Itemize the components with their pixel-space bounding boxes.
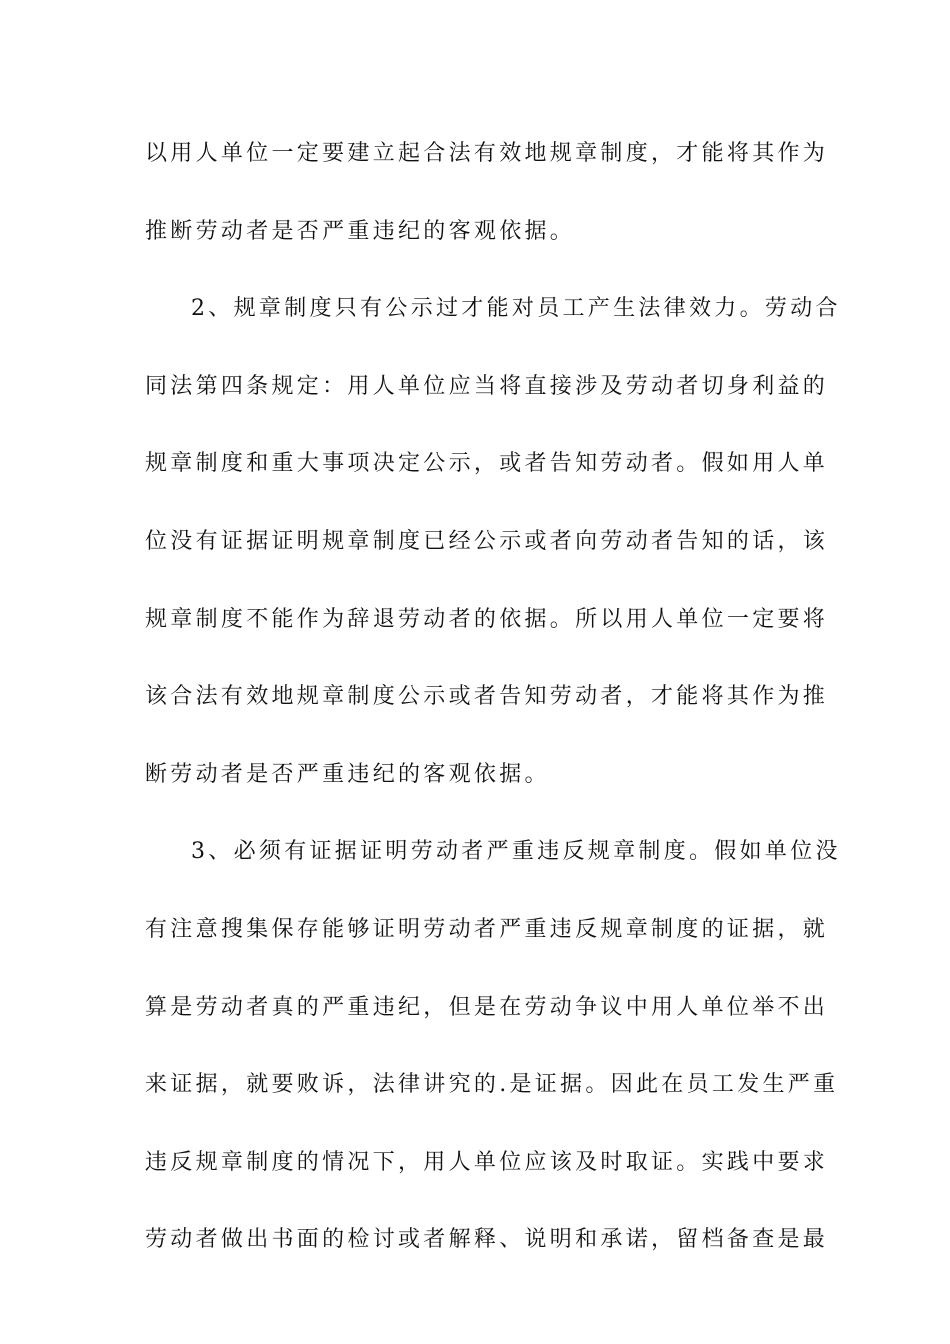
text-line-6: 位没有证据证明规章制度已经公示或者向劳动者告知的话，该 <box>145 528 829 554</box>
text-line-9: 断劳动者是否严重违纪的客观依据。 <box>145 761 550 787</box>
text-line-2: 推断劳动者是否严重违纪的客观依据。 <box>145 218 576 244</box>
text-line-13: 来证据，就要败诉，法律讲究的.是证据。因此在员工发生严重 <box>145 1072 839 1098</box>
text-line-14: 违反规章制度的情况下，用人单位应该及时取证。实践中要求 <box>145 1149 829 1175</box>
text-line-1: 以用人单位一定要建立起合法有效地规章制度，才能将其作为 <box>145 141 829 166</box>
text-line-11: 有注意搜集保存能够证明劳动者严重违反规章制度的证据，就 <box>145 916 829 942</box>
text-line-7: 规章制度不能作为辞退劳动者的依据。所以用人单位一定要将 <box>145 606 829 632</box>
text-line-15: 劳动者做出书面的检讨或者解释、说明和承诺，留档备查是最 <box>145 1227 829 1253</box>
text-line-12: 算是劳动者真的严重违纪，但是在劳动争议中用人单位举不出 <box>145 994 829 1020</box>
document-body <box>145 128 841 1292</box>
text-line-4: 同法第四条规定：用人单位应当将直接涉及劳动者切身利益的 <box>145 373 829 399</box>
text-line-8: 该合法有效地规章制度公示或者告知劳动者，才能将其作为推 <box>145 684 829 710</box>
text-line-5: 规章制度和重大事项决定公示，或者告知劳动者。假如用人单 <box>145 451 829 477</box>
text-line-10: 3、必须有证据证明劳动者严重违反规章制度。假如单位没 <box>191 839 841 865</box>
text-line-3: 2、规章制度只有公示过才能对员工产生法律效力。劳动合 <box>191 296 841 322</box>
